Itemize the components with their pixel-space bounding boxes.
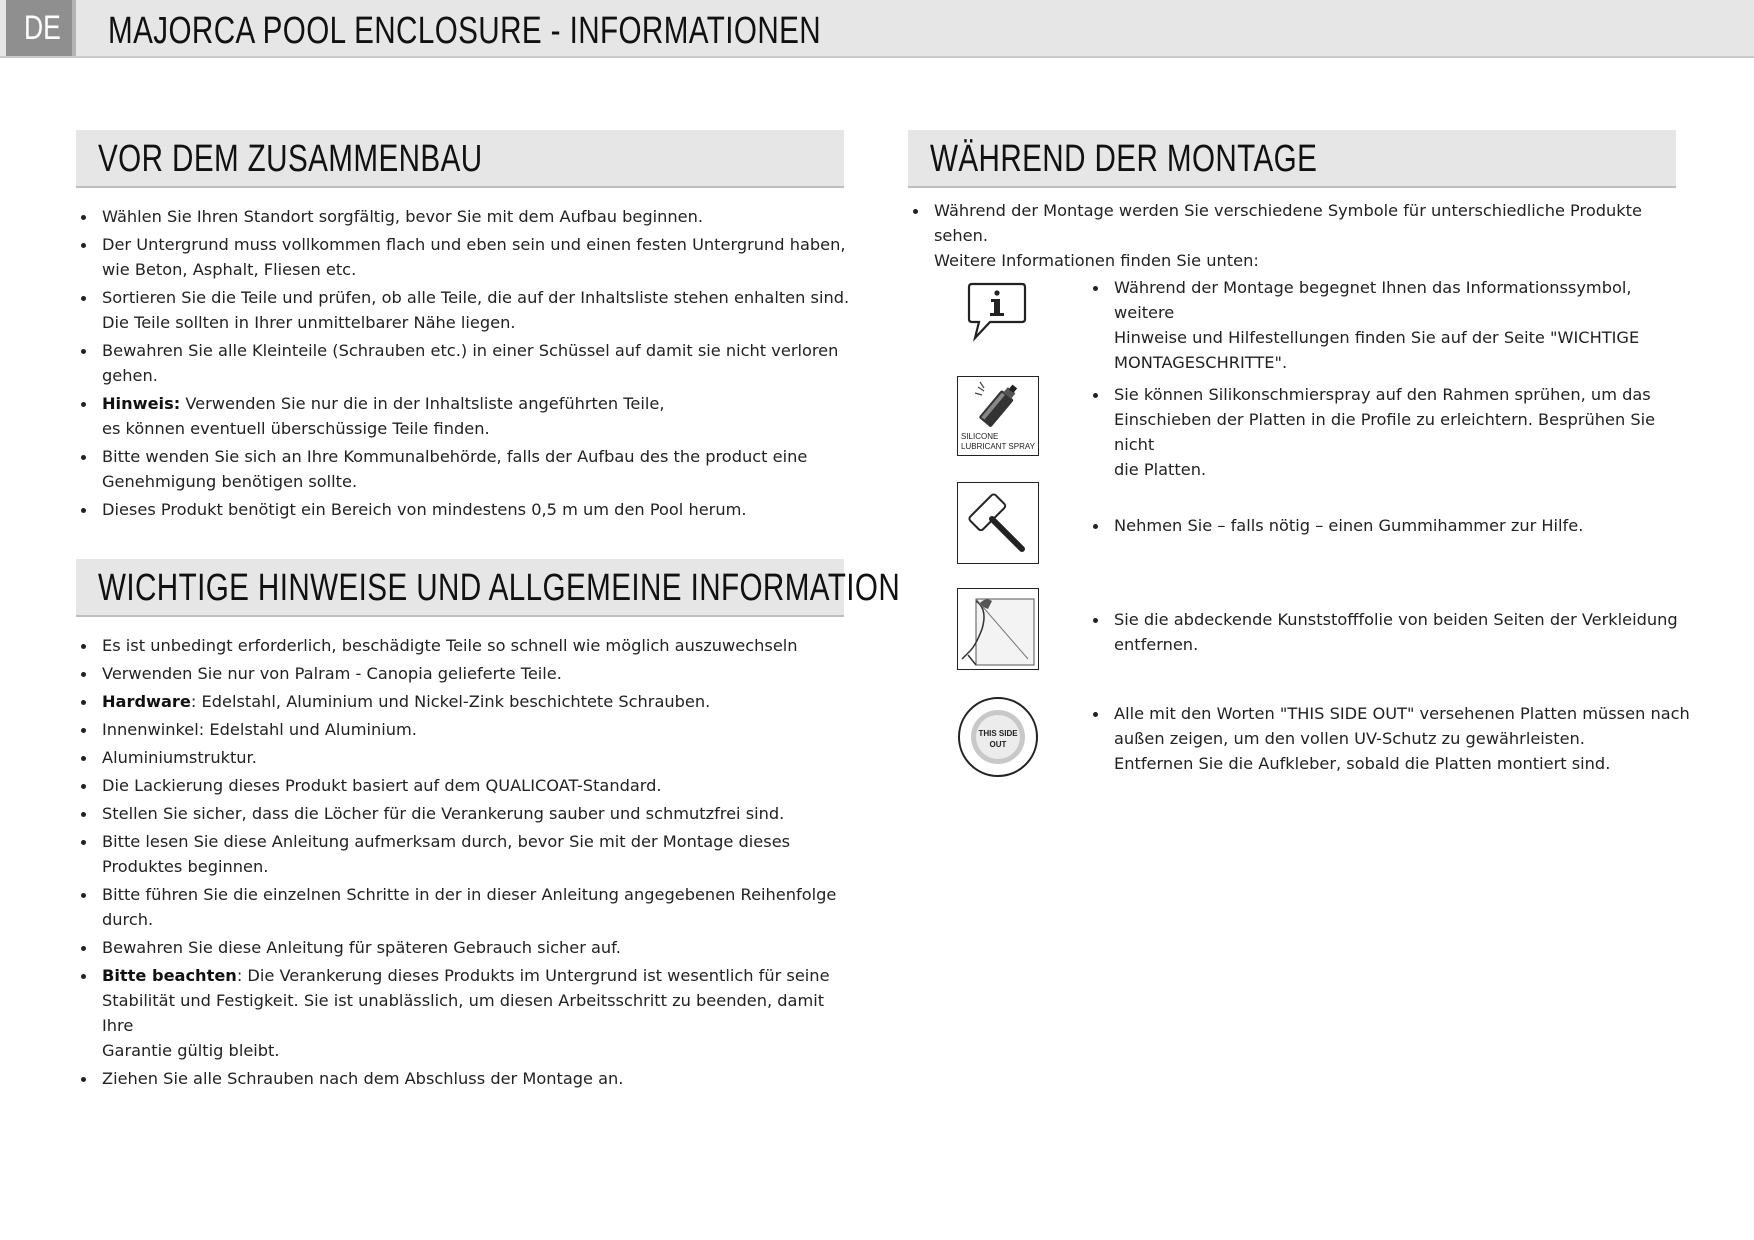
list-item: Während der Montage werden Sie verschiedene Symbole für unterschiedliche Produkte sehen. Weitere Informationen finden Sie unten: [910,198,1690,273]
list-item: Bitte wenden Sie sich an Ihre Kommunalbehörde, falls der Aufbau des the product eine Genehmigung benötigen sollte. [78,444,858,494]
section-header-before-assembly [76,130,844,188]
list-item: Hardware: Edelstahl, Aluminium und Nickel-Zink beschichtete Schrauben. [78,689,858,714]
icon-label: LUBRICANT SPRAY [961,442,1035,451]
icon-label: OUT [989,740,1007,749]
language-badge [6,0,76,56]
list-item: Nehmen Sie – falls nötig – einen Gummihammer zur Hilfe. [1090,513,1690,538]
list-item: Dieses Produkt benötigt ein Bereich von mindestens 0,5 m um den Pool herum. [78,497,858,522]
list-item: Bitte lesen Sie diese Anleitung aufmerksam durch, bevor Sie mit der Montage dieses Produktes beginnen. [78,829,858,879]
symbol-description-film [1090,607,1690,657]
this-side-out-icon [956,695,1040,779]
list-item: Stellen Sie sicher, dass die Löcher für die Verankerung sauber und schmutzfrei sind. [78,801,858,826]
silicone-spray-icon [957,376,1039,456]
document-title: MAJORCA POOL ENCLOSURE - INFORMATIONEN [108,10,822,52]
list-item: Ziehen Sie alle Schrauben nach dem Abschluss der Montage an. [78,1066,858,1091]
icon-label: SILICONE [961,432,999,441]
during-assembly-intro [910,198,1690,273]
section-header-important-notes [76,559,901,617]
list-item: Wählen Sie Ihren Standort sorgfältig, bevor Sie mit dem Aufbau beginnen. [78,204,858,229]
list-item: Sie können Silikonschmierspray auf den Rahmen sprühen, um das Einschieben der Platten in die Profile zu erleichtern. Besprühen Sie nicht die Platten. [1090,382,1690,482]
list-item: Hinweis: Verwenden Sie nur die in der Inhaltsliste angeführten Teile, es können eventuell überschüssige Teile finden. [78,391,858,441]
peel-film-icon [957,588,1039,670]
list-item: Bewahren Sie alle Kleinteile (Schrauben etc.) in einer Schüssel auf damit sie nicht verloren gehen. [78,338,858,388]
before-assembly-list [78,204,858,522]
list-item: Bitte beachten: Die Verankerung dieses Produkts im Untergrund ist wesentlich für seine Stabilität und Festigkeit. Sie ist unablässlich, um diesen Arbeitsschritt zu beenden, damit Ihre Garantie gültig bleibt. [78,963,858,1063]
language-code: DE [24,9,61,47]
list-item: Verwenden Sie nur von Palram - Canopia gelieferte Teile. [78,661,858,686]
list-item: Sortieren Sie die Teile und prüfen, ob alle Teile, die auf der Inhaltsliste stehen enhalten sind. Die Teile sollten in Ihrer unmittelbarer Nähe liegen. [78,285,858,335]
important-notes-list [78,633,858,1091]
icon-label: THIS SIDE [978,729,1018,738]
symbol-description-mallet [1090,513,1690,538]
list-item: Sie die abdeckende Kunststofffolie von beiden Seiten der Verkleidung entfernen. [1090,607,1690,657]
list-item: Bitte führen Sie die einzelnen Schritte in der in dieser Anleitung angegebenen Reihenfolge durch. [78,882,858,932]
list-item: Alle mit den Worten "THIS SIDE OUT" versehenen Platten müssen nach außen zeigen, um den vollen UV-Schutz zu gewährleisten. Entfernen Sie die Aufkleber, sobald die Platten montiert sind. [1090,701,1690,776]
list-item: Bewahren Sie diese Anleitung für späteren Gebrauch sicher auf. [78,935,858,960]
list-item: Während der Montage begegnet Ihnen das Informationssymbol, weitere Hinweise und Hilfestellungen finden Sie auf der Seite "WICHTIGE MONTAGESCHRITTE". [1090,275,1690,375]
top-bar [0,0,1754,58]
list-item: Innenwinkel: Edelstahl und Aluminium. [78,717,858,742]
info-speech-icon [966,280,1028,342]
symbol-description-silicone [1090,382,1690,482]
list-item: Die Lackierung dieses Produkt basiert auf dem QUALICOAT-Standard. [78,773,858,798]
section-title: WICHTIGE HINWEISE UND ALLGEMEINE INFORMATION [98,567,901,609]
section-title: VOR DEM ZUSAMMENBAU [98,138,483,180]
list-item: Der Untergrund muss vollkommen flach und eben sein und einen festen Untergrund haben, wie Beton, Asphalt, Fliesen etc. [78,232,858,282]
symbol-description-info [1090,275,1690,375]
list-item: Aluminiumstruktur. [78,745,858,770]
rubber-mallet-icon [957,482,1039,564]
list-item: Es ist unbedingt erforderlich, beschädigte Teile so schnell wie möglich auszuwechseln [78,633,858,658]
section-header-during-assembly [908,130,1676,188]
section-title: WÄHREND DER MONTAGE [930,138,1318,180]
symbol-description-side-out [1090,701,1690,776]
